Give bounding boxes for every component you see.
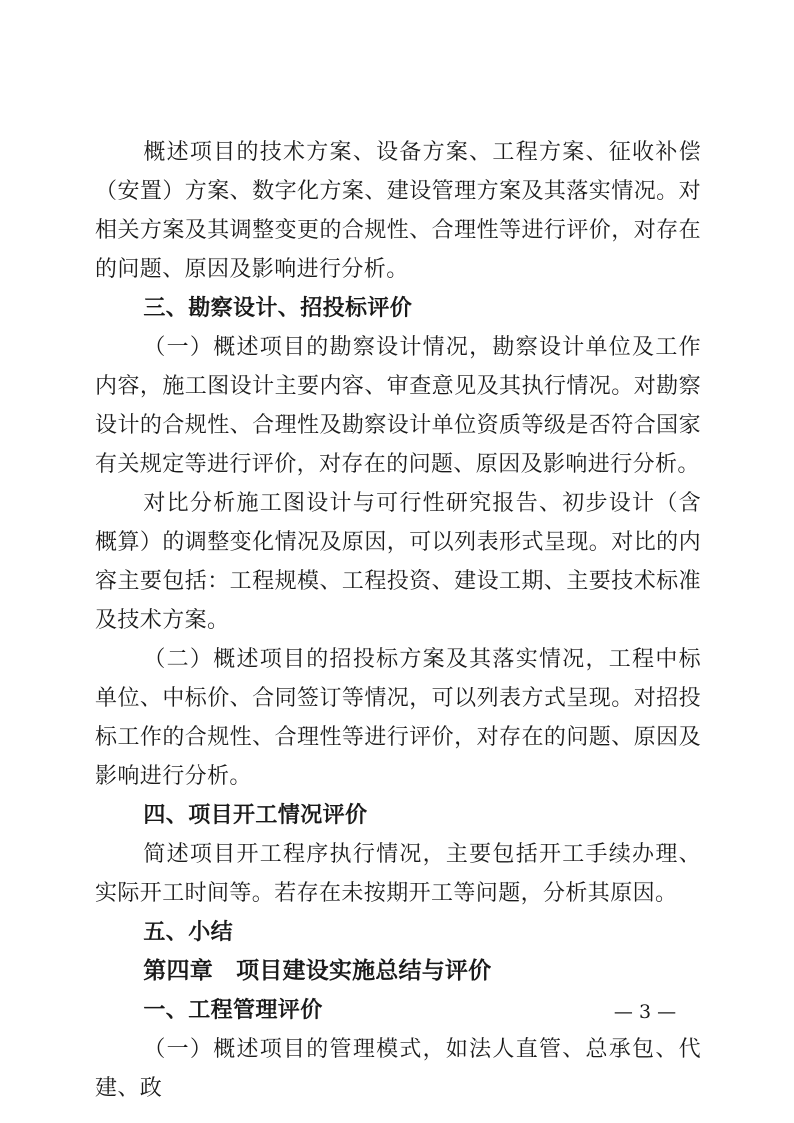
section-heading-summary: 五、小结 xyxy=(143,919,233,945)
paragraph-technical-schemes: 概述项目的技术方案、设备方案、工程方案、征收补偿（安置）方案、数字化方案、建设管理方案及其落实情况。对相关方案及其调整变更的合规性、合理性等进行评价，对存在的问题、原因及影响进行分析。 xyxy=(95,140,701,282)
chapter-heading-chapter4: 第四章 项目建设实施总结与评价 xyxy=(143,958,492,984)
section-heading-engineering-management: 一、工程管理评价 xyxy=(143,997,323,1023)
paragraph-commencement: 简述项目开工程序执行情况，主要包括开工手续办理、实际开工时间等。若存在未按期开工等问题，分析其原因。 xyxy=(95,842,701,906)
document-body xyxy=(95,133,701,1108)
paragraph-design-comparison: 对比分析施工图设计与可行性研究报告、初步设计（含概算）的调整变化情况及原因，可以列表形式呈现。对比的内容主要包括：工程规模、工程投资、建设工期、主要技术标准及技术方案。 xyxy=(95,491,701,633)
page-number: — 3 — xyxy=(613,1001,677,1023)
section-heading-project-commencement: 四、项目开工情况评价 xyxy=(143,802,368,828)
paragraph-bidding: （二）概述项目的招投标方案及其落实情况，工程中标单位、中标价、合同签订等情况，可以列表方式呈现。对招投标工作的合规性、合理性等进行评价，对存在的问题、原因及影响进行分析。 xyxy=(95,647,701,789)
paragraph-survey-design: （一）概述项目的勘察设计情况，勘察设计单位及工作内容，施工图设计主要内容、审查意见及其执行情况。对勘察设计的合规性、合理性及勘察设计单位资质等级是否符合国家有关规定等进行评价，对存在的问题、原因及影响进行分析。 xyxy=(95,335,701,477)
paragraph-management-mode: （一）概述项目的管理模式，如法人直管、总承包、代建、政 xyxy=(95,1037,701,1101)
section-heading-survey-design-bidding: 三、勘察设计、招投标评价 xyxy=(143,295,413,321)
